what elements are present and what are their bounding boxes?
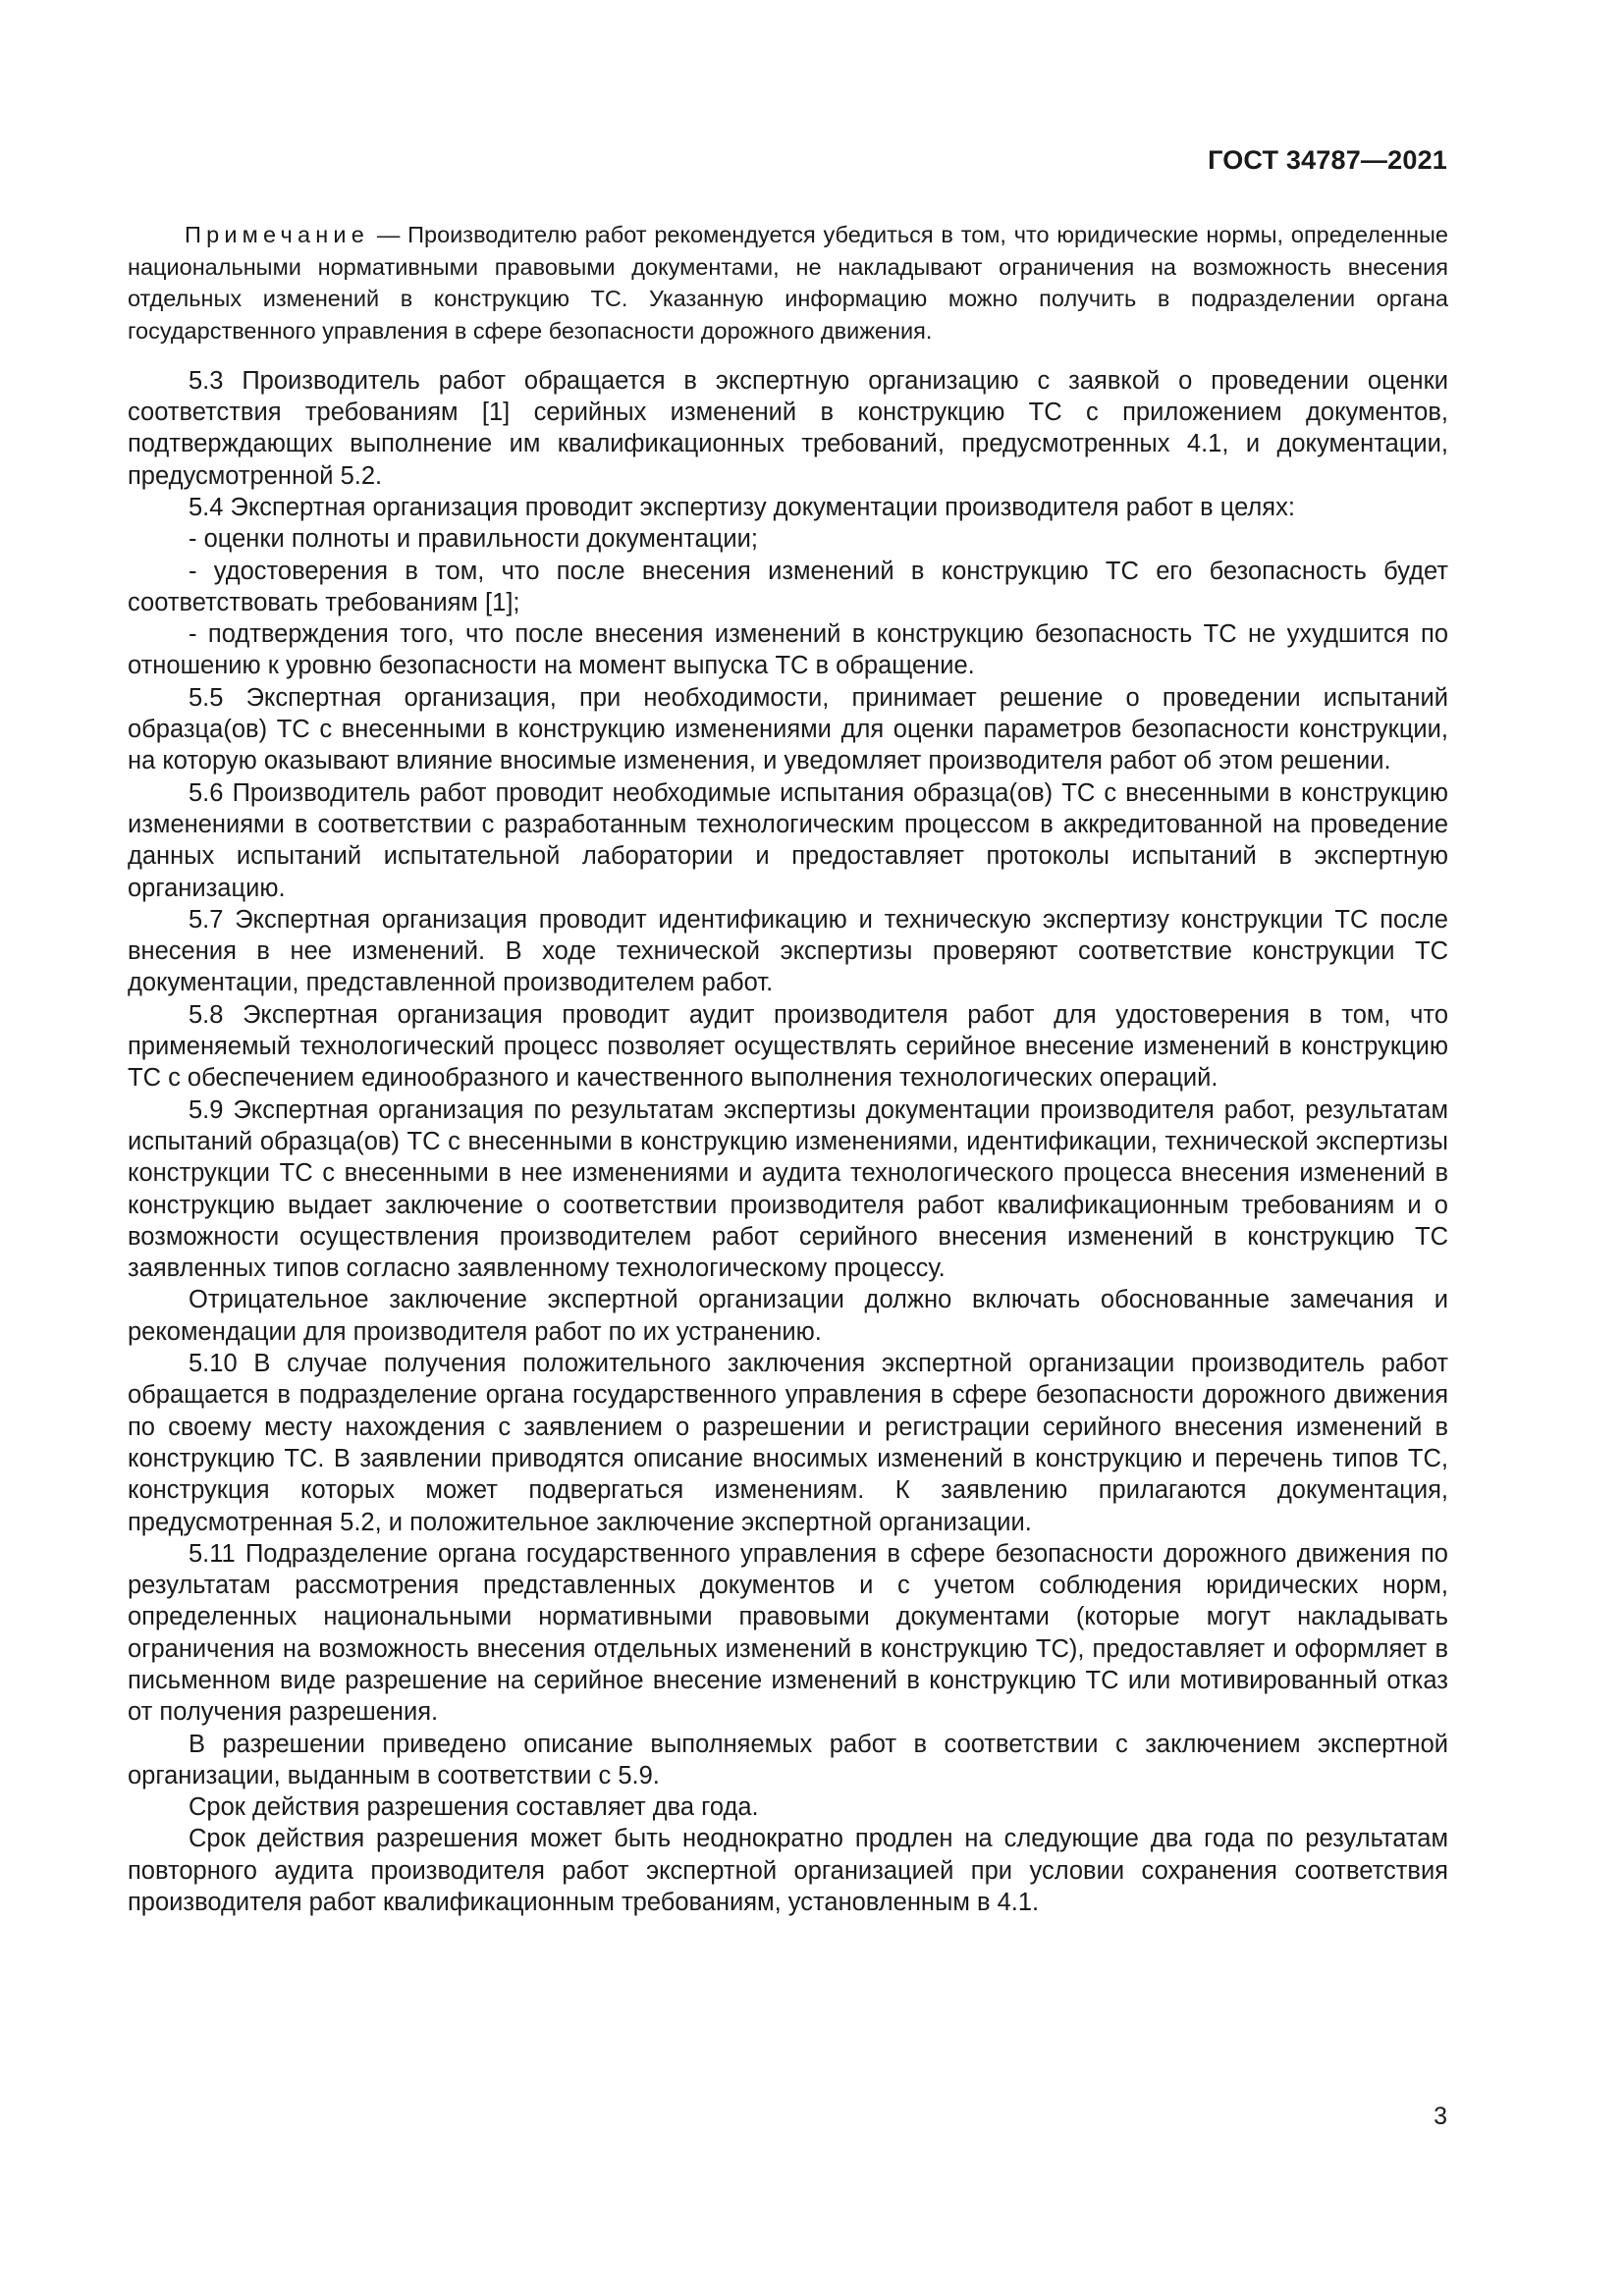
paragraph-5-4: 5.4 Экспертная организация проводит экспертизу документации производителя работ в целях: — [189, 494, 1295, 521]
list-item-safety-compliance: - удостоверения в том, что после внесения изменений в конструкцию ТС его безопасность будет соответствовать требованиям [1]; — [128, 557, 1448, 616]
document-body — [128, 219, 1448, 1918]
page-number: 3 — [1434, 2103, 1447, 2130]
paragraph-5-8: 5.8 Экспертная организация проводит аудит производителя работ для удостоверения в том, что применяемый технологический процесс позволяет осуществлять серийное внесение изменений в конструкцию ТС с обеспечением единообразного и качественного выполнения технологических операций. — [128, 1000, 1448, 1093]
note-text: — Производителю работ рекомендуется убедиться в том, что юридические нормы, определенные национальными нормативными правовыми документами, не накладывают ограничения на возможность внесения отдельных изменений в конструкцию ТС. Указанную информацию можно получить в подразделении органа государственного управления в сфере безопасности дорожного движения. — [128, 222, 1448, 345]
paragraph-5-5: 5.5 Экспертная организация, при необходимости, принимает решение о проведении испытаний образца(ов) ТС с внесенными в конструкцию изменениями для оценки параметров безопасности конструкции, на которую оказывают влияние вносимые изменения, и уведомляет производителя работ об этом решении. — [128, 683, 1448, 775]
paragraph-permit-extension: Срок действия разрешения может быть неоднократно продлен на следующие два года по результатам повторного аудита производителя работ экспертной организацией при условии сохранения соответствия производителя работ квалификационным требованиям, установленным в 4.1. — [128, 1825, 1448, 1917]
list-item-completeness: - оценки полноты и правильности документации; — [189, 525, 758, 554]
paragraph-5-6: 5.6 Производитель работ проводит необходимые испытания образца(ов) ТС с внесенными в конструкцию изменениями в соответствии с разработанным технологическим процессом в аккредитованной на проведение данных испытаний испытательной лаборатории и предоставляет протоколы испытаний в экспертную организацию. — [128, 778, 1448, 902]
paragraph-5-3: 5.3 Производитель работ обращается в экспертную организацию с заявкой о проведении оценки соответствия требованиям [1] серийных изменений в конструкцию ТС с приложением документов, подтверждающих выполнение им квалификационных требований, предусмотренных 4.1, и документации, предусмотренной 5.2. — [128, 366, 1448, 490]
list-item-safety-not-worse: - подтверждения того, что после внесения изменений в конструкцию безопасность ТС не ухудшится по отношению к уровню безопасности на момент выпуска ТС в обращение. — [128, 620, 1448, 680]
paragraph-5-10: 5.10 В случае получения положительного заключения экспертной организации производитель работ обращается в подразделение органа государственного управления в сфере безопасности дорожного движения по своему месту нахождения с заявлением о разрешении и регистрации серийного внесения изменений в конструкцию ТС. В заявлении приводятся описание вносимых изменений в конструкцию и перечень типов ТС, конструкция которых может подвергаться изменениям. К заявлению прилагаются документация, предусмотренная 5.2, и положительное заключение экспертной организации. — [128, 1350, 1448, 1536]
paragraph-5-11: 5.11 Подразделение органа государственного управления в сфере безопасности дорожного движения по результатам рассмотрения представленных документов и с учетом соблюдения юридических норм, определенных национальными нормативными правовыми документами (которые могут накладывать ограничения на возможность внесения отдельных изменений в конструкцию ТС), предоставляет и оформляет в письменном виде разрешение на серийное внесение изменений в конструкцию ТС или мотивированный отказ от получения разрешения. — [128, 1539, 1448, 1727]
paragraph-negative-conclusion: Отрицательное заключение экспертной организации должно включать обоснованные замечания и рекомендации для производителя работ по их устранению. — [128, 1286, 1448, 1346]
paragraph-5-7: 5.7 Экспертная организация проводит идентификацию и техническую экспертизу конструкции ТС после внесения в нее изменений. В ходе технической экспертизы проверяют соответствие конструкции ТС документации, представленной производителем работ. — [128, 905, 1448, 997]
paragraph-permit-description: В разрешении приведено описание выполняемых работ в соответствии с заключением экспертной организации, выданным в соответствии с 5.9. — [128, 1730, 1448, 1789]
paragraph-5-9: 5.9 Экспертная организация по результатам экспертизы документации производителя работ, результатам испытаний образца(ов) ТС с внесенными в конструкцию изменениями, идентификации, технической экспертизы конструкции ТС с внесенными в нее изменениями и аудита технологического процесса внесения изменений в конструкцию выдает заключение о соответствии производителя работ квалификационным требованиям и о возможности осуществления производителем работ серийного внесения изменений в конструкцию ТС заявленных типов согласно заявленному технологическому процессу. — [128, 1095, 1448, 1283]
paragraph-permit-term: Срок действия разрешения составляет два года. — [189, 1793, 759, 1822]
note-paragraph — [128, 219, 1448, 347]
note-label: Примечание — [185, 222, 370, 247]
document-standard-number: ГОСТ 34787—2021 — [1208, 145, 1447, 175]
